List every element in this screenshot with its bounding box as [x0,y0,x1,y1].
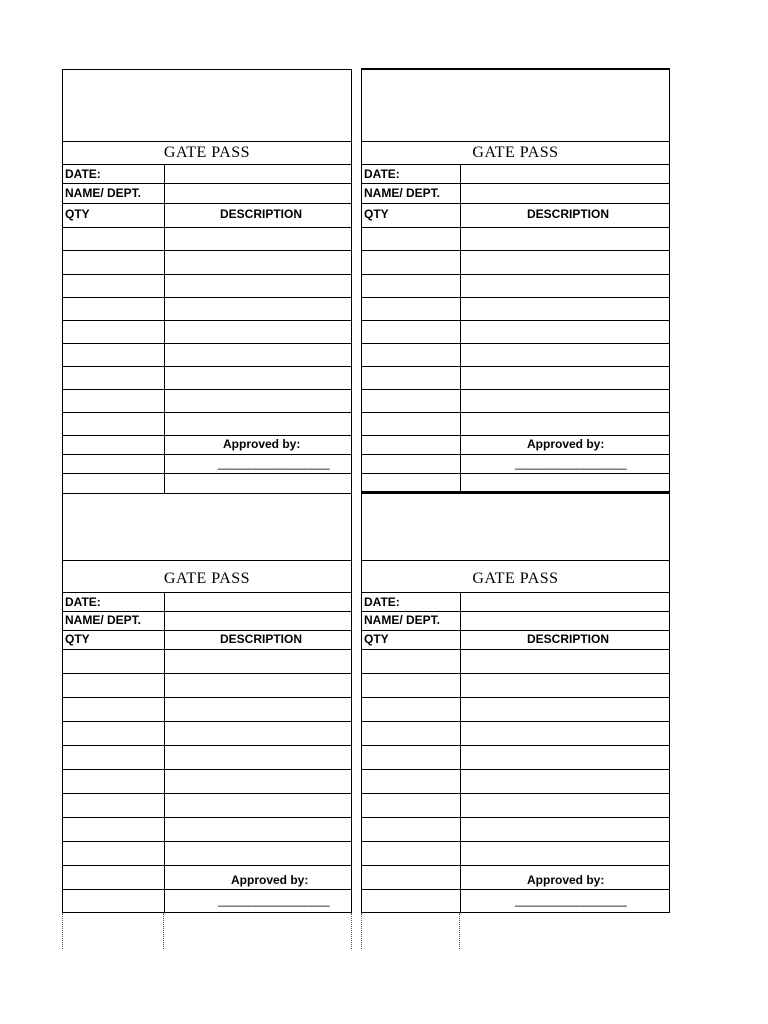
gate-pass-title: GATE PASS [163,570,251,587]
gate-pass-title: GATE PASS [472,570,559,587]
date-label: DATE: [65,595,101,609]
description-label: DESCRIPTION [527,632,610,646]
name-dept-label: NAME/ DEPT. [65,186,142,200]
date-label: DATE: [364,595,400,609]
date-label: DATE: [364,167,400,181]
signature-line: __________________ [515,893,627,907]
gate-pass-title: GATE PASS [163,144,251,161]
date-label: DATE: [65,167,101,181]
name-dept-label: NAME/ DEPT. [364,613,441,627]
signature-line: __________________ [218,456,330,470]
gate-pass-title: GATE PASS [472,144,559,161]
gate-pass-bottom-right [361,493,670,913]
name-dept-label: NAME/ DEPT. [364,186,441,200]
qty-label: QTY [364,207,389,221]
description-label: DESCRIPTION [220,207,303,221]
qty-label: QTY [65,207,90,221]
approved-by-label: Approved by: [231,873,309,887]
approved-by-label: Approved by: [527,437,605,451]
description-label: DESCRIPTION [220,632,303,646]
gate-pass-bottom-left [62,493,352,913]
description-label: DESCRIPTION [527,207,610,221]
dotted-guide [62,913,63,949]
signature-line: __________________ [515,456,627,470]
dotted-guide [163,913,164,949]
approved-by-label: Approved by: [527,873,605,887]
dotted-guide [459,913,460,949]
signature-line: __________________ [218,893,330,907]
gate-pass-top-left [62,69,352,493]
name-dept-label: NAME/ DEPT. [65,613,142,627]
approved-by-label: Approved by: [223,437,301,451]
dotted-guide [351,913,352,949]
qty-label: QTY [364,632,389,646]
gate-pass-top-right [361,68,670,493]
dotted-guide [361,913,362,949]
qty-label: QTY [65,632,90,646]
